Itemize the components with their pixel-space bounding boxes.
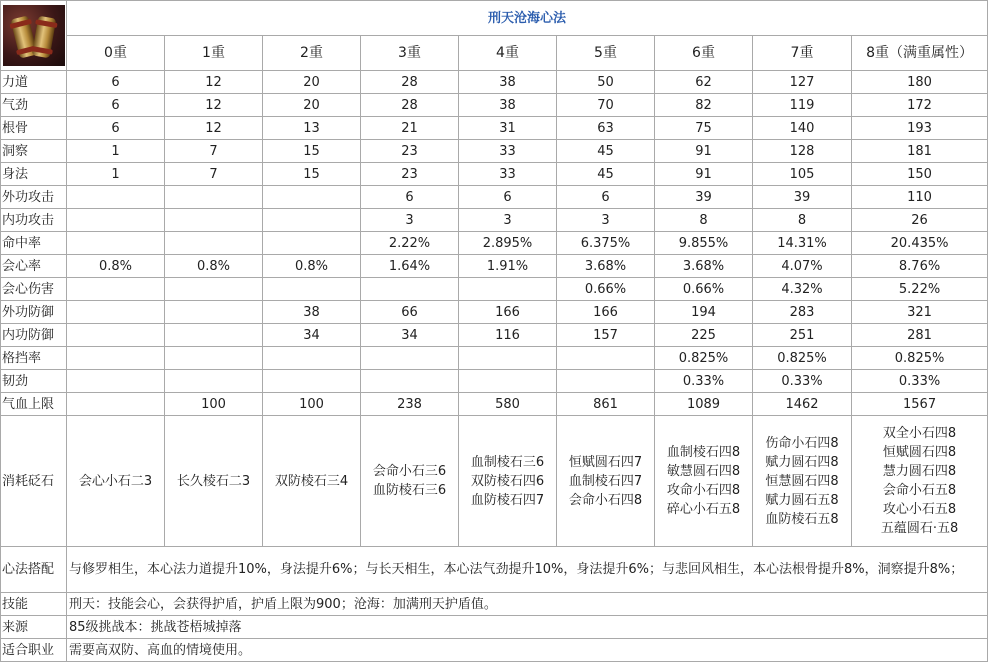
stat-value: 127 [753,71,852,94]
stat-value [361,370,459,393]
stat-value: 100 [263,393,361,416]
stat-value: 281 [852,324,988,347]
stat-value: 238 [361,393,459,416]
stat-value: 39 [655,186,753,209]
stat-label: 格挡率 [1,347,67,370]
stat-row [1,140,988,163]
stat-value: 150 [852,163,988,186]
column-header: 5重 [557,36,655,71]
stat-value: 1.64% [361,255,459,278]
stat-row [1,301,988,324]
gem-item: 双防棱石三4 [274,473,349,489]
column-header: 6重 [655,36,753,71]
stat-value [67,186,165,209]
logo-cell [1,1,67,71]
stat-value: 1462 [753,393,852,416]
stat-value: 193 [852,117,988,140]
stat-value: 0.825% [655,347,753,370]
column-header: 8重（满重属性） [852,36,988,71]
gem-item: 会命小石四8 [568,492,643,508]
stat-value [165,347,263,370]
stat-value: 20.435% [852,232,988,255]
stat-value: 0.33% [655,370,753,393]
stat-label: 外功攻击 [1,186,67,209]
stat-value: 33 [459,163,557,186]
stat-label: 外功防御 [1,301,67,324]
gem-item: 血制棱石四7 [568,473,643,489]
stat-value: 0.33% [753,370,852,393]
stat-value: 9.855% [655,232,753,255]
stat-value: 28 [361,71,459,94]
stat-value: 8.76% [852,255,988,278]
stat-value: 0.8% [67,255,165,278]
stat-value: 3 [459,209,557,232]
gem-item: 伤命小石四8 [765,435,839,451]
stat-value [459,278,557,301]
gem-item: 慧力圆石四8 [882,464,957,479]
gem-cost-cell [361,416,459,547]
stat-value: 8 [753,209,852,232]
info-label: 心法搭配 [1,547,67,593]
stat-value: 1 [67,140,165,163]
gem-cost-cell [459,416,557,547]
stat-value [165,301,263,324]
stat-value: 70 [557,94,655,117]
stat-value: 3.68% [655,255,753,278]
gem-item: 攻命小石四8 [666,483,741,498]
stat-value: 26 [852,209,988,232]
stat-value: 0.66% [557,278,655,301]
gem-item: 双防棱石四6 [470,473,545,489]
stat-value: 15 [263,140,361,163]
stat-value: 66 [361,301,459,324]
stat-value: 861 [557,393,655,416]
info-row [1,616,988,639]
stat-value [361,278,459,301]
gem-item: 攻心小石五8 [882,502,957,517]
info-text: 需要高双防、高血的情境使用。 [67,639,988,662]
stat-value [67,209,165,232]
stat-value: 119 [753,94,852,117]
scroll-bundle-icon [3,5,65,66]
stat-value: 8 [655,209,753,232]
gem-item: 血防棱石四7 [470,492,545,508]
stat-value [557,370,655,393]
gem-item: 敏慧圆石四8 [666,464,741,479]
stat-value [263,278,361,301]
gem-item: 血制棱石四8 [666,445,741,460]
stat-value [67,347,165,370]
stat-value: 13 [263,117,361,140]
stat-value [263,209,361,232]
info-text: 与修罗相生，本心法力道提升10%，身法提升6%；与长天相生，本心法气劲提升10%，身法提升6%；与悲回风相生，本心法根骨提升8%，洞察提升8%； [67,547,988,593]
gem-item: 会命小石三6 [372,464,447,479]
column-header: 1重 [165,36,263,71]
stat-value: 166 [557,301,655,324]
stat-value: 1567 [852,393,988,416]
stat-value: 3.68% [557,255,655,278]
column-header: 3重 [361,36,459,71]
stat-value: 6 [459,186,557,209]
stat-value: 14.31% [753,232,852,255]
stat-row [1,232,988,255]
stat-value: 1089 [655,393,753,416]
gem-cost-label: 消耗砭石 [1,416,67,547]
stat-value: 12 [165,117,263,140]
stat-label: 力道 [1,71,67,94]
stat-value: 116 [459,324,557,347]
stat-value: 2.22% [361,232,459,255]
stat-value: 12 [165,94,263,117]
stat-value: 225 [655,324,753,347]
stat-value [165,232,263,255]
stat-value: 21 [361,117,459,140]
gem-cost-cell [263,416,361,547]
stat-row [1,94,988,117]
gem-item: 恒赋圆石四7 [568,454,643,470]
stat-value: 5.22% [852,278,988,301]
stat-value: 166 [459,301,557,324]
stat-row [1,393,988,416]
stat-value [263,370,361,393]
gem-item: 血制棱石三6 [470,454,545,470]
stat-value: 63 [557,117,655,140]
gem-cost-cell [852,416,988,547]
stat-value: 45 [557,140,655,163]
stat-label: 会心伤害 [1,278,67,301]
stat-value: 110 [852,186,988,209]
stat-label: 韧劲 [1,370,67,393]
stat-label: 命中率 [1,232,67,255]
stat-value: 45 [557,163,655,186]
stat-value: 6.375% [557,232,655,255]
stat-value [165,186,263,209]
stat-value: 0.66% [655,278,753,301]
stat-row [1,324,988,347]
stat-value: 34 [263,324,361,347]
stat-value: 7 [165,140,263,163]
stat-value [165,278,263,301]
stat-value: 1 [67,163,165,186]
stat-value: 181 [852,140,988,163]
stat-row [1,209,988,232]
stat-row [1,117,988,140]
stat-label: 会心率 [1,255,67,278]
stat-value [67,278,165,301]
gem-item: 赋力圆石四8 [765,454,839,470]
stat-value: 6 [361,186,459,209]
stat-value: 20 [263,71,361,94]
stat-label: 内功防御 [1,324,67,347]
gem-cost-cell [67,416,165,547]
stat-value: 31 [459,117,557,140]
gem-item: 五蕴圆石·五8 [880,521,959,536]
stat-label: 气血上限 [1,393,67,416]
stat-row [1,370,988,393]
column-header: 4重 [459,36,557,71]
stat-value [263,347,361,370]
stat-value: 91 [655,163,753,186]
stat-value: 140 [753,117,852,140]
stat-value: 580 [459,393,557,416]
stat-value [165,370,263,393]
stat-value: 7 [165,163,263,186]
stat-value: 82 [655,94,753,117]
stat-value [459,370,557,393]
info-row [1,639,988,662]
info-row [1,547,988,593]
stat-value [67,370,165,393]
gem-cost-row [1,416,988,547]
stat-row [1,255,988,278]
column-header: 2重 [263,36,361,71]
stat-value: 321 [852,301,988,324]
stat-value: 33 [459,140,557,163]
stat-label: 内功攻击 [1,209,67,232]
gem-cost-cell [753,416,852,547]
stat-value [67,301,165,324]
gem-item: 赋力圆石五8 [765,492,839,508]
stat-value: 38 [263,301,361,324]
stat-value: 283 [753,301,852,324]
gem-item: 长久棱石二3 [176,473,251,489]
stat-value: 128 [753,140,852,163]
gem-item: 血防棱石五8 [765,511,839,527]
gem-item: 血防棱石三6 [372,483,447,498]
stat-value [67,232,165,255]
stat-value: 38 [459,94,557,117]
stat-value: 180 [852,71,988,94]
stat-value: 0.825% [852,347,988,370]
stat-value: 15 [263,163,361,186]
stat-value: 50 [557,71,655,94]
gem-item: 恒慧圆石四8 [765,473,839,489]
stat-value [67,324,165,347]
stat-label: 身法 [1,163,67,186]
stat-value: 23 [361,140,459,163]
stat-value [557,347,655,370]
stat-value: 34 [361,324,459,347]
stat-value: 194 [655,301,753,324]
stat-value [361,347,459,370]
stat-value: 91 [655,140,753,163]
stat-value: 1.91% [459,255,557,278]
gem-cost-cell [655,416,753,547]
stat-label: 气劲 [1,94,67,117]
stat-value: 28 [361,94,459,117]
info-row [1,593,988,616]
gem-item: 碎心小石五8 [666,502,741,517]
stat-value: 6 [67,71,165,94]
stat-row [1,186,988,209]
stat-value: 6 [67,94,165,117]
stat-value: 0.8% [263,255,361,278]
stat-value: 172 [852,94,988,117]
table-title: 刑天沧海心法 [67,1,988,36]
stat-value: 157 [557,324,655,347]
stat-label: 洞察 [1,140,67,163]
column-header-row [1,36,988,71]
stat-value [263,186,361,209]
stat-value: 3 [361,209,459,232]
stat-value [165,209,263,232]
gem-cost-cell [165,416,263,547]
info-label: 来源 [1,616,67,639]
stat-value [165,324,263,347]
stat-value: 12 [165,71,263,94]
stat-value: 75 [655,117,753,140]
info-label: 技能 [1,593,67,616]
stat-value: 6 [557,186,655,209]
stat-row [1,71,988,94]
stat-value [459,347,557,370]
info-text: 刑天：技能会心，会获得护盾，护盾上限为900；沧海：加满刑天护盾值。 [67,593,988,616]
gem-item: 双全小石四8 [882,426,957,441]
stat-value: 4.07% [753,255,852,278]
info-label: 适合职业 [1,639,67,662]
stat-value: 4.32% [753,278,852,301]
gem-item: 会命小石五8 [882,483,957,498]
stat-value: 0.825% [753,347,852,370]
gem-item: 恒赋圆石四8 [882,445,957,460]
stat-row [1,278,988,301]
stat-value [67,393,165,416]
stat-value: 251 [753,324,852,347]
info-text: 85级挑战本：挑战苍梧城掉落 [67,616,988,639]
stat-row [1,347,988,370]
stat-value: 0.33% [852,370,988,393]
column-header: 0重 [67,36,165,71]
stat-value [263,232,361,255]
stat-value: 105 [753,163,852,186]
stat-value: 38 [459,71,557,94]
stat-value: 6 [67,117,165,140]
stat-value: 39 [753,186,852,209]
stat-label: 根骨 [1,117,67,140]
stat-value: 3 [557,209,655,232]
gem-cost-cell [557,416,655,547]
stat-value: 100 [165,393,263,416]
stat-value: 20 [263,94,361,117]
column-header: 7重 [753,36,852,71]
stat-row [1,163,988,186]
stat-value: 62 [655,71,753,94]
stat-value: 2.895% [459,232,557,255]
gem-item: 会心小石二3 [78,473,153,489]
stat-value: 23 [361,163,459,186]
stat-value: 0.8% [165,255,263,278]
